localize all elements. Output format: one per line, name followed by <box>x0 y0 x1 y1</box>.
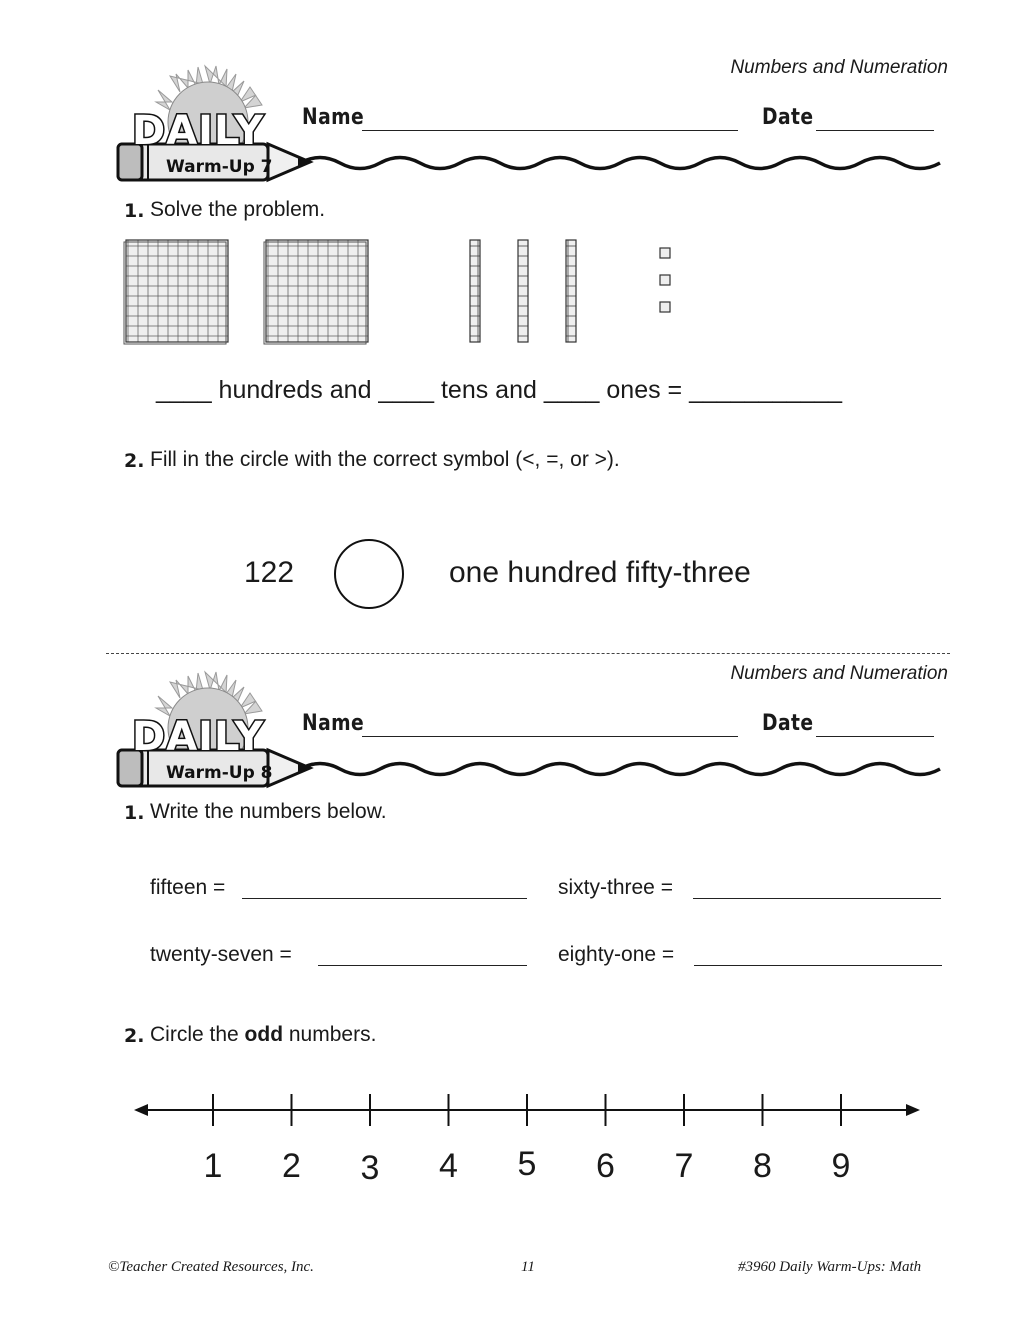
answer-field-twenty-seven[interactable] <box>318 965 527 966</box>
place-value-equation: ____ hundreds and ____ tens and ____ ones = ___________ <box>156 376 843 404</box>
cut-line <box>106 653 950 654</box>
base-ten-blocks <box>118 236 698 348</box>
category-label: Numbers and Numeration <box>730 57 948 78</box>
compare-right-value: one hundred fifty-three <box>449 556 751 589</box>
date-field[interactable] <box>816 736 934 737</box>
number-line-number-2[interactable]: 2 <box>282 1147 301 1185</box>
hundreds-flat <box>124 240 228 344</box>
question-number: 2. <box>124 1025 145 1047</box>
word-item-fifteen: fifteen = <box>150 876 226 899</box>
warmup-badge: Warm-Up 7 <box>166 157 273 177</box>
answer-field-fifteen[interactable] <box>242 898 527 899</box>
prompt-text: numbers. <box>288 1023 377 1046</box>
tens-rod <box>566 240 576 342</box>
category-label: Numbers and Numeration <box>730 663 948 684</box>
number-line-number-1[interactable]: 1 <box>203 1147 223 1185</box>
hundreds-flat <box>264 240 368 344</box>
question-prompt: Fill in the circle with the correct symbol (<, =, or >). <box>150 448 620 471</box>
tens-rod <box>470 240 480 342</box>
number-line-number-5[interactable]: 5 <box>517 1145 537 1183</box>
name-field[interactable] <box>362 130 738 131</box>
compare-left-value: 122 <box>244 556 295 589</box>
word-item-sixty-three: sixty-three = <box>558 876 673 899</box>
number-line-number-8[interactable]: 8 <box>753 1147 772 1185</box>
warmup-badge: Warm-Up 8 <box>166 763 273 783</box>
question-number: 1. <box>124 200 145 222</box>
date-label: Date <box>762 711 814 736</box>
number-line-number-9[interactable]: 9 <box>831 1147 851 1185</box>
date-label: Date <box>762 105 814 130</box>
ones-cube <box>660 275 670 285</box>
question-number: 1. <box>124 802 145 824</box>
word-item-eighty-one: eighty-one = <box>558 943 675 966</box>
footer-book-title: #3960 Daily Warm-Ups: Math <box>738 1259 922 1275</box>
number-line <box>130 1088 930 1132</box>
question-prompt: Solve the problem. <box>150 198 326 221</box>
question-number: 2. <box>124 450 145 472</box>
word-item-twenty-seven: twenty-seven = <box>150 943 292 966</box>
wavy-divider <box>300 756 950 782</box>
daily-warmup-logo <box>110 668 320 793</box>
answer-field-sixty-three[interactable] <box>693 898 941 899</box>
number-line-number-3[interactable]: 3 <box>360 1149 380 1187</box>
tens-rod <box>518 240 528 342</box>
name-field[interactable] <box>362 736 738 737</box>
prompt-emphasis: odd <box>244 1023 284 1046</box>
wavy-divider <box>300 150 950 176</box>
question-prompt <box>150 1023 376 1047</box>
footer-page-number: 11 <box>521 1259 535 1275</box>
footer-copyright: ©Teacher Created Resources, Inc. <box>108 1259 314 1275</box>
date-field[interactable] <box>816 130 934 131</box>
ones-cube <box>660 248 670 258</box>
name-label: Name <box>302 105 365 130</box>
daily-warmup-logo <box>110 62 320 187</box>
ones-cube <box>660 302 670 312</box>
number-line-number-4[interactable]: 4 <box>439 1147 458 1185</box>
prompt-text: Circle the <box>150 1023 239 1046</box>
question-prompt: Write the numbers below. <box>150 800 387 823</box>
answer-field-eighty-one[interactable] <box>694 965 942 966</box>
daily-logo-text: DAILY <box>132 714 265 760</box>
number-line-number-7[interactable]: 7 <box>674 1147 694 1185</box>
symbol-circle[interactable] <box>334 539 404 609</box>
name-label: Name <box>302 711 365 736</box>
number-line-number-6[interactable]: 6 <box>596 1147 615 1185</box>
daily-logo-text: DAILY <box>132 108 265 154</box>
